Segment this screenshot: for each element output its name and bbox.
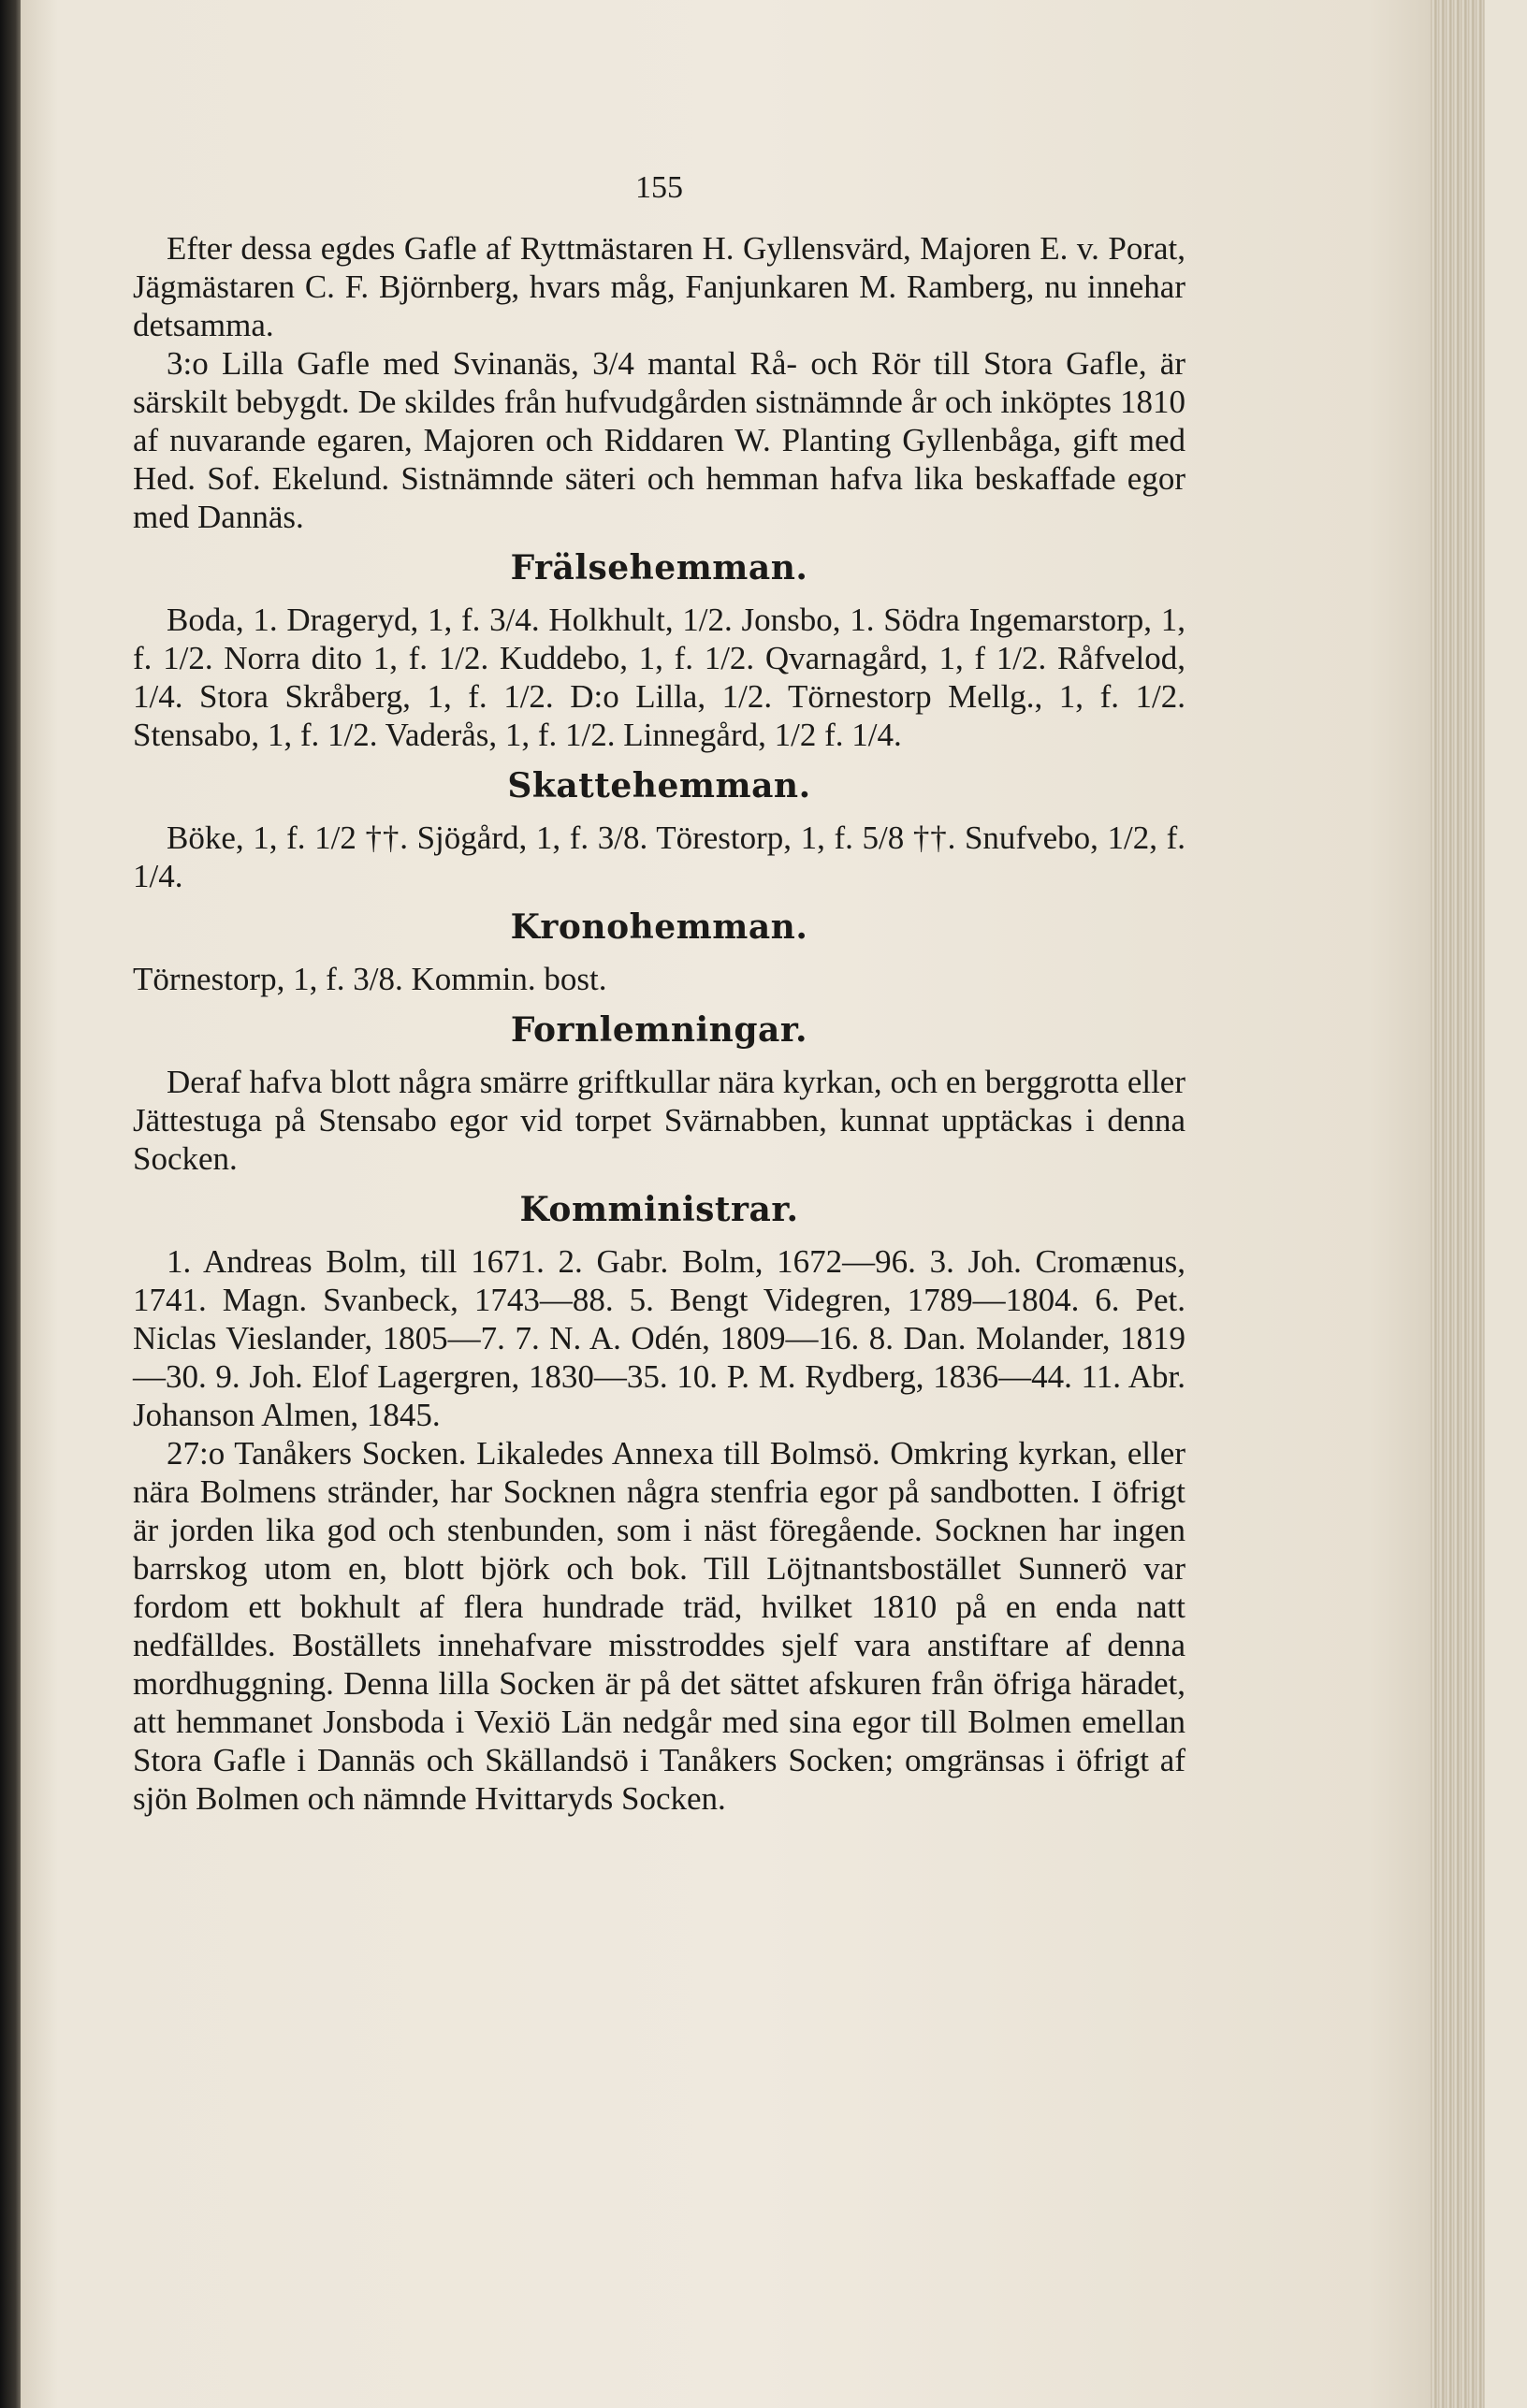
page-content xyxy=(133,168,1185,1818)
page-number: 155 xyxy=(635,170,683,205)
heading-fralsehemman: Frälsehemman. xyxy=(510,548,808,587)
paragraph-fornlemningar: Deraf hafva blott några smärre griftkullar nära kyrkan, och en berggrotta eller Jättestuga på Stensabo egor vid torpet Svärnabben, kunnat upptäckas i denna Socken. xyxy=(133,1064,1185,1177)
heading-komministrar: Komministrar. xyxy=(519,1190,799,1229)
heading-skattehemman: Skattehemman. xyxy=(507,766,811,805)
heading-kronohemman: Kronohemman. xyxy=(510,907,808,947)
paragraph-tanakers-socken: 27:o Tanåkers Socken. Likaledes Annexa till Bolmsö. Omkring kyrkan, eller nära Bolmens stränder, har Socknen några stenfria egor på sandbotten. I öfrigt är jorden lika god och stenbunden, som i näst föregående. Socknen har ingen barrskog utom en, blott björk och bok. Till Löjtnantsbostället Sunnerö var fordom ett bokhult af flera hundrade träd, hvilket 1810 på en enda natt nedfälldes. Boställets innehafvare misstroddes sjelf vara anstiftare af denna mordhuggning. Denna lilla Socken är på det sättet afskuren från öfriga häradet, att hemmanet Jonsboda i Vexiö Län nedgår med sina egor till Bolmen emellan Stora Gafle i Dannäs och Skällandsö i Tanåkers Socken; omgränsas i öfrigt af sjön Bolmen och nämnde Hvittaryds Socken. xyxy=(133,1435,1185,1817)
list-skattehemman: Böke, 1, f. 1/2 ††. Sjögård, 1, f. 3/8. Törestorp, 1, f. 5/8 ††. Snufvebo, 1/2, f. 1/4. xyxy=(133,820,1185,894)
list-fralsehemman: Boda, 1. Drageryd, 1, f. 3/4. Holkhult, 1/2. Jonsbo, 1. Södra Ingemarstorp, 1, f. 1/2. Norra dito 1, f. 1/2. Kuddebo, 1, f. 1/2. Qvarnagård, 1, f 1/2. Råfvelod, 1/4. Stora Skråberg, 1, f. 1/2. D:o Lilla, 1/2. Törnestorp Mellg., 1, f. 1/2. Stensabo, 1, f. 1/2. Vaderås, 1, f. 1/2. Linnegård, 1/2 f. 1/4. xyxy=(133,602,1185,753)
list-komministrar: 1. Andreas Bolm, till 1671. 2. Gabr. Bolm, 1672—96. 3. Joh. Cromænus, 1741. Magn. Svanbeck, 1743—88. 5. Bengt Videgren, 1789—1804. 6. Pet. Niclas Vieslander, 1805—7. 7. N. A. Odén, 1809—16. 8. Dan. Molander, 1819—30. 9. Joh. Elof Lagergren, 1830—35. 10. P. M. Rydberg, 1836—44. 11. Abr. Johanson Almen, 1845. xyxy=(133,1243,1185,1433)
paragraph-owners: Efter dessa egdes Gafle af Ryttmästaren H. Gyllensvärd, Majoren E. v. Porat, Jägmästaren C. F. Björnberg, hvars måg, Fanjunkaren M. Ramberg, nu innehar detsamma. xyxy=(133,230,1185,343)
book-page xyxy=(21,0,1485,2408)
page-edge xyxy=(1431,0,1485,2408)
paragraph-lilla-gafle: 3:o Lilla Gafle med Svinanäs, 3/4 mantal Rå- och Rör till Stora Gafle, är särskilt bebygdt. De skildes från hufvudgården sistnämnde år och inköptes 1810 af nuvarande egaren, Majoren och Riddaren W. Planting Gyllenbåga, gift med Hed. Sof. Ekelund. Sistnämnde säteri och hemman hafva lika beskaffade egor med Dannäs. xyxy=(133,345,1185,535)
list-kronohemman: Törnestorp, 1, f. 3/8. Kommin. bost. xyxy=(133,961,607,997)
heading-fornlemningar: Fornlemningar. xyxy=(510,1010,808,1050)
